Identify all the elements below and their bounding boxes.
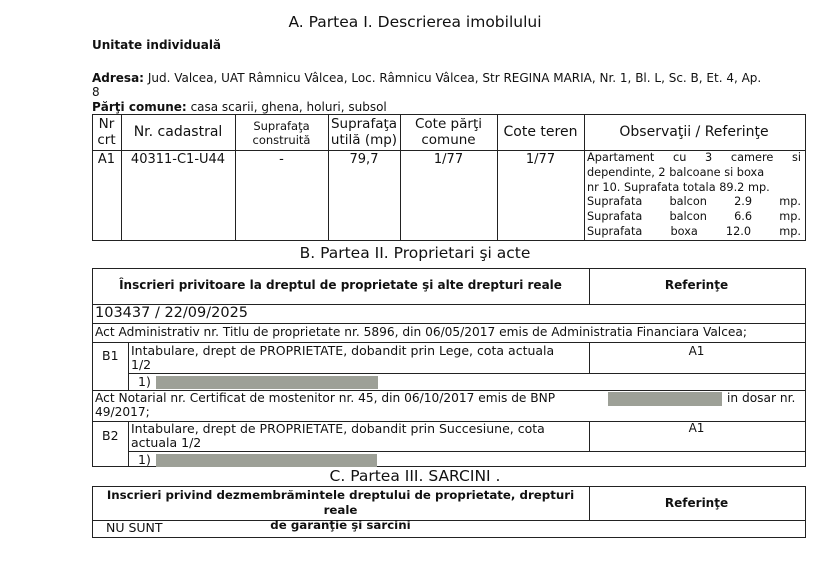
header-nr-crt: Nr crt [97,116,116,148]
b1-owner-redacted [156,376,378,389]
b1-label: B1 [102,348,119,363]
header-cote-parti-comune: Cote părţi comune [414,116,482,148]
row-nr: A1 [97,152,116,167]
act-administrativ: Act Administrativ nr. Titlu de proprietate nr. 5896, din 06/05/2017 emis de Administratia Financiara Valcea; [95,325,747,339]
charges-header-referinte: Referinţe [664,496,729,510]
charges-header-inscrieri: Inscrieri privind dezmembrămintele dreptului de proprietate, drepturi reale de garanţie şi sarcini [106,488,575,532]
b2-label: B2 [102,428,119,443]
header-cote-teren: Cote teren [503,124,578,140]
section-c-title: C. Partea III. SARCINI . [329,467,501,485]
section-a-title: A. Partea I. Descrierea imobilului [288,13,542,31]
row-cote-parti: 1/77 [433,152,464,167]
header-observatii: Observaţii / Referinţe [619,124,769,140]
b2-text: Intabulare, drept de PROPRIETATE, dobandit prin Succesiune, cota actuala 1/2 [131,421,545,450]
act-notarial-cont: 49/2017; [95,405,150,419]
obs-line: dependinte, 2 balcoane si boxa [587,165,765,179]
bnp-name-redacted [608,392,722,406]
owners-header-referinte: Referinţe [664,278,729,292]
act-notarial-dosar: in dosar nr. [727,391,796,405]
header-suprafata-utila: Suprafaţa utilă (mp) [330,116,398,148]
common-parts-line [92,100,387,114]
address-line [92,71,761,85]
common-parts-value: casa scarii, ghena, holuri, subsol [190,100,387,114]
row-sup-constr: - [279,152,284,167]
address-label: Adresa: [92,71,144,85]
obs-line: Suprafata balcon 6.6 mp. [587,210,801,224]
b2-owner-redacted [156,454,377,467]
unit-type-label: Unitate individuală [92,38,222,52]
row-sup-util: 79,7 [349,152,379,167]
act-notarial: Act Notarial nr. Certificat de mostenitor nr. 45, din 06/10/2017 emis de BNP [95,391,556,405]
obs-line: Suprafata boxa 12.0 mp. [587,224,801,238]
b1-reference: A1 [688,344,705,358]
charges-table-body [92,519,806,538]
b1-text: Intabulare, drept de PROPRIETATE, dobandit prin Lege, cota actuala 1/2 [131,343,555,372]
address-value: Jud. Valcea, UAT Râmnicu Vâlcea, Loc. Râmnicu Vâlcea, Str REGINA MARIA, Nr. 1, Bl. L, Sc. B, Et. 4, Ap. [147,71,762,85]
row-cadastral: 40311-C1-U44 [130,152,226,167]
obs-line: nr 10. Suprafata totala 89.2 mp. [587,180,770,194]
entry-id: 103437 / 22/09/2025 [95,305,249,321]
header-suprafata-construita: Suprafaţa construită [252,119,311,147]
b1-owner-number: 1) [138,374,151,389]
b2-reference: A1 [688,421,705,435]
b2-owner-number: 1) [138,452,151,467]
row-cote-teren: 1/77 [525,152,556,167]
charges-content: NU SUNT [106,520,163,535]
header-nr-cadastral: Nr. cadastral [133,124,223,140]
obs-line: Suprafata balcon 2.9 mp. [587,195,801,209]
section-b-title: B. Partea II. Proprietari şi acte [299,244,531,262]
address-continuation: 8 [92,85,100,99]
common-parts-label: Părţi comune: [92,100,187,114]
row-observatii [587,151,801,240]
obs-line: Apartament cu 3 camere si [587,151,801,164]
owners-header-inscrieri: Înscrieri privitoare la dreptul de proprietate şi alte drepturi reale [119,278,562,292]
